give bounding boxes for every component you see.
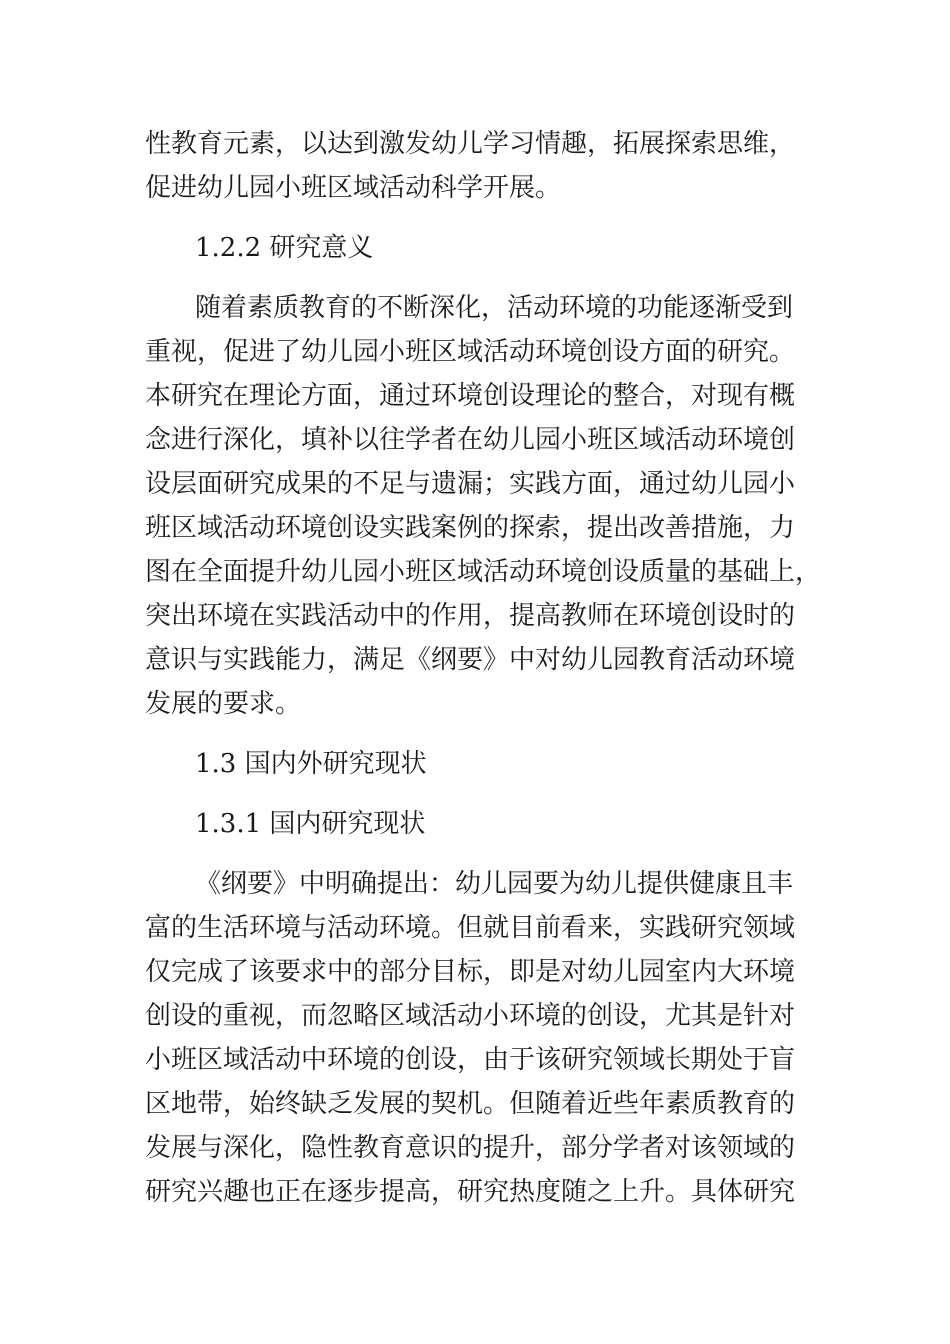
significance-line-6: 班区域活动环境创设实践案例的探索，提出改善措施，力 bbox=[145, 513, 796, 543]
domestic-line-6: 区地带，始终缺乏发展的契机。但随着近些年素质教育的 bbox=[145, 1089, 796, 1119]
intro-line-1: 性教育元素，以达到激发幼儿学习情趣，拓展探索思维， bbox=[145, 129, 796, 159]
significance-line-9: 意识与实践能力，满足《纲要》中对幼儿园教育活动环境 bbox=[145, 645, 796, 675]
domestic-line-4: 创设的重视，而忽略区域活动小环境的创设，尤其是针对 bbox=[145, 1001, 796, 1031]
significance-line-1: 随着素质教育的不断深化，活动环境的功能逐渐受到 bbox=[195, 293, 794, 323]
domestic-line-8: 研究兴趣也正在逐步提高，研究热度随之上升。具体研究 bbox=[145, 1177, 796, 1207]
significance-line-10: 发展的要求。 bbox=[145, 689, 302, 719]
domestic-line-2: 富的生活环境与活动环境。但就目前看来，实践研究领域 bbox=[145, 913, 796, 943]
significance-line-4: 念进行深化，填补以往学者在幼儿园小班区域活动环境创 bbox=[145, 425, 796, 455]
domestic-line-7: 发展与深化，隐性教育意识的提升，部分学者对该领域的 bbox=[145, 1133, 796, 1163]
significance-line-2: 重视，促进了幼儿园小班区域活动环境创设方面的研究。 bbox=[145, 337, 796, 367]
intro-line-2: 促进幼儿园小班区域活动科学开展。 bbox=[145, 173, 562, 203]
significance-line-7: 图在全面提升幼儿园小班区域活动环境创设质量的基础上， bbox=[145, 557, 822, 587]
domestic-line-1: 《纲要》中明确提出：幼儿园要为幼儿提供健康且丰 bbox=[195, 869, 794, 899]
significance-line-5: 设层面研究成果的不足与遗漏；实践方面，通过幼儿园小 bbox=[145, 469, 796, 499]
significance-line-8: 突出环境在实践活动中的作用，提高教师在环境创设时的 bbox=[145, 601, 796, 631]
significance-line-3: 本研究在理论方面，通过环境创设理论的整合，对现有概 bbox=[145, 381, 796, 411]
domestic-line-3: 仅完成了该要求中的部分目标，即是对幼儿园室内大环境 bbox=[145, 957, 796, 987]
section-heading-1-3: 1.3 国内外研究现状 bbox=[195, 749, 427, 779]
section-heading-1-2-2: 1.2.2 研究意义 bbox=[195, 233, 374, 263]
section-heading-1-3-1: 1.3.1 国内研究现状 bbox=[195, 809, 426, 839]
domestic-line-5: 小班区域活动中环境的创设，由于该研究领域长期处于盲 bbox=[145, 1045, 796, 1075]
